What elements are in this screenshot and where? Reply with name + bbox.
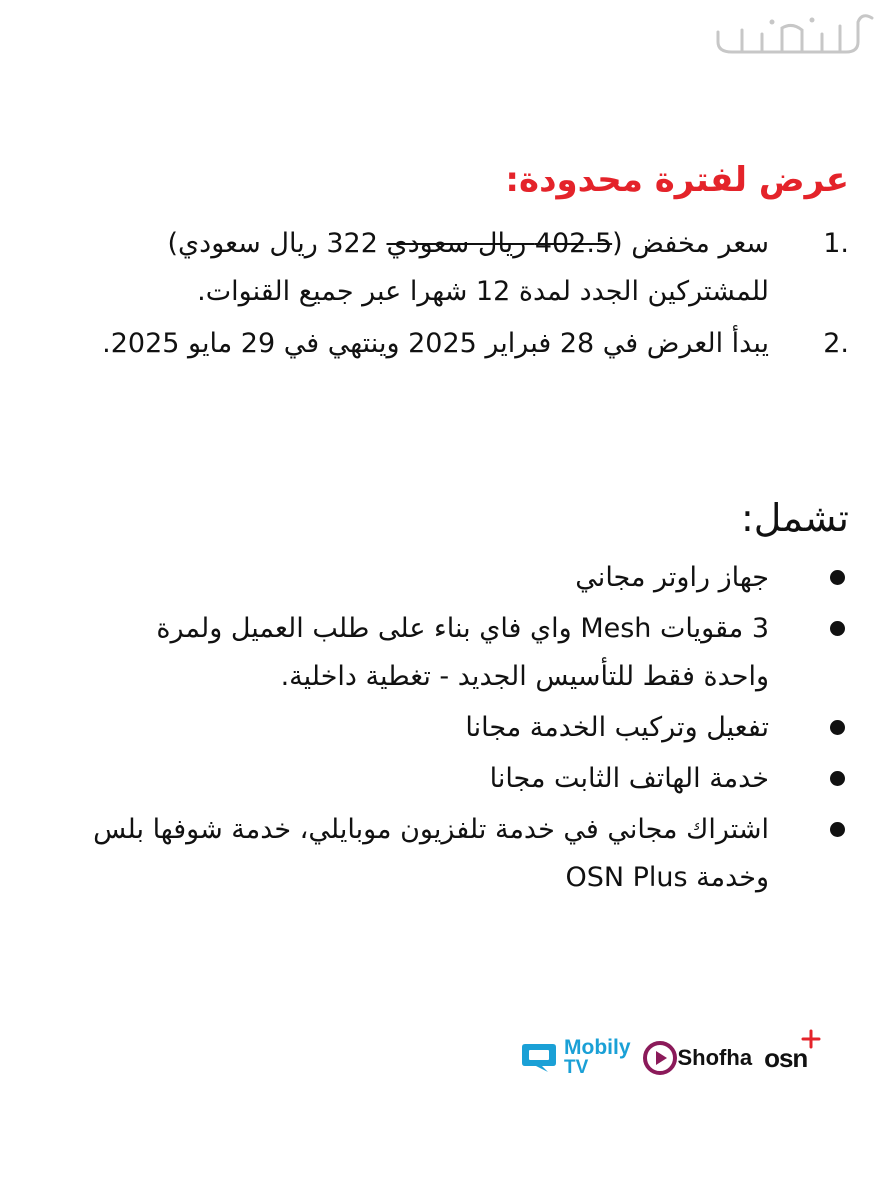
dates-text: يبدأ العرض في 28 فبراير 2025 وينتهي في 29 مايو 2025. [102,328,769,359]
price-text-after: 322 ريال سعودي) للمشتركين الجدد لمدة 12 شهرا عبر جميع القنوات. [167,228,769,307]
include-text: تفعيل وتركيب الخدمة مجانا [465,712,769,743]
bullet-icon [830,570,845,585]
includes-list [89,554,849,902]
partner-logos [518,1033,840,1083]
list-item [89,704,849,752]
offer-document [89,150,849,905]
osn-label: osn [764,1042,808,1073]
list-number: 2. [823,328,849,359]
list-item [89,755,849,803]
shofha-label: Shofha [677,1045,753,1070]
list-item [89,806,849,902]
mobily-tv-label: TV [564,1057,589,1078]
list-item [89,554,849,602]
shofha-logo [643,1041,753,1075]
watermark-logo [712,8,877,60]
include-text: اشتراك مجاني في خدمة تلفزيون موبايلي، خدمة شوفها بلس وخدمة OSN Plus [93,814,769,893]
osn-plus-logo [764,1043,807,1074]
include-text: خدمة الهاتف الثابت مجانا [489,763,769,794]
includes-title: تشمل: [740,496,849,540]
offer-title: عرض لفترة محدودة: [505,160,849,200]
list-item [89,605,849,701]
old-price-struck: 402.5 ريال سعودي [386,228,613,259]
bullet-icon [830,720,845,735]
price-text-before: سعر مخفض ( [612,228,769,259]
bullet-icon [830,771,845,786]
osn-plus-icon [801,1029,821,1049]
mobily-tv-logo [518,1038,631,1078]
shofha-play-icon [643,1041,677,1075]
mobily-label: Mobily [564,1036,631,1059]
offer-list [89,220,849,368]
bullet-icon [830,822,845,837]
watermark-script-icon [712,8,877,60]
include-text: جهاز راوتر مجاني [575,562,769,593]
list-number: 1. [823,228,849,259]
bullet-icon [830,621,845,636]
offer-item-price [89,220,849,316]
offer-item-dates [89,320,849,368]
include-text: 3 مقويات Mesh واي فاي بناء على طلب العميل ولمرة واحدة فقط للتأسيس الجديد - تغطية داخلية. [156,613,769,692]
mobily-tv-icon [518,1041,560,1075]
